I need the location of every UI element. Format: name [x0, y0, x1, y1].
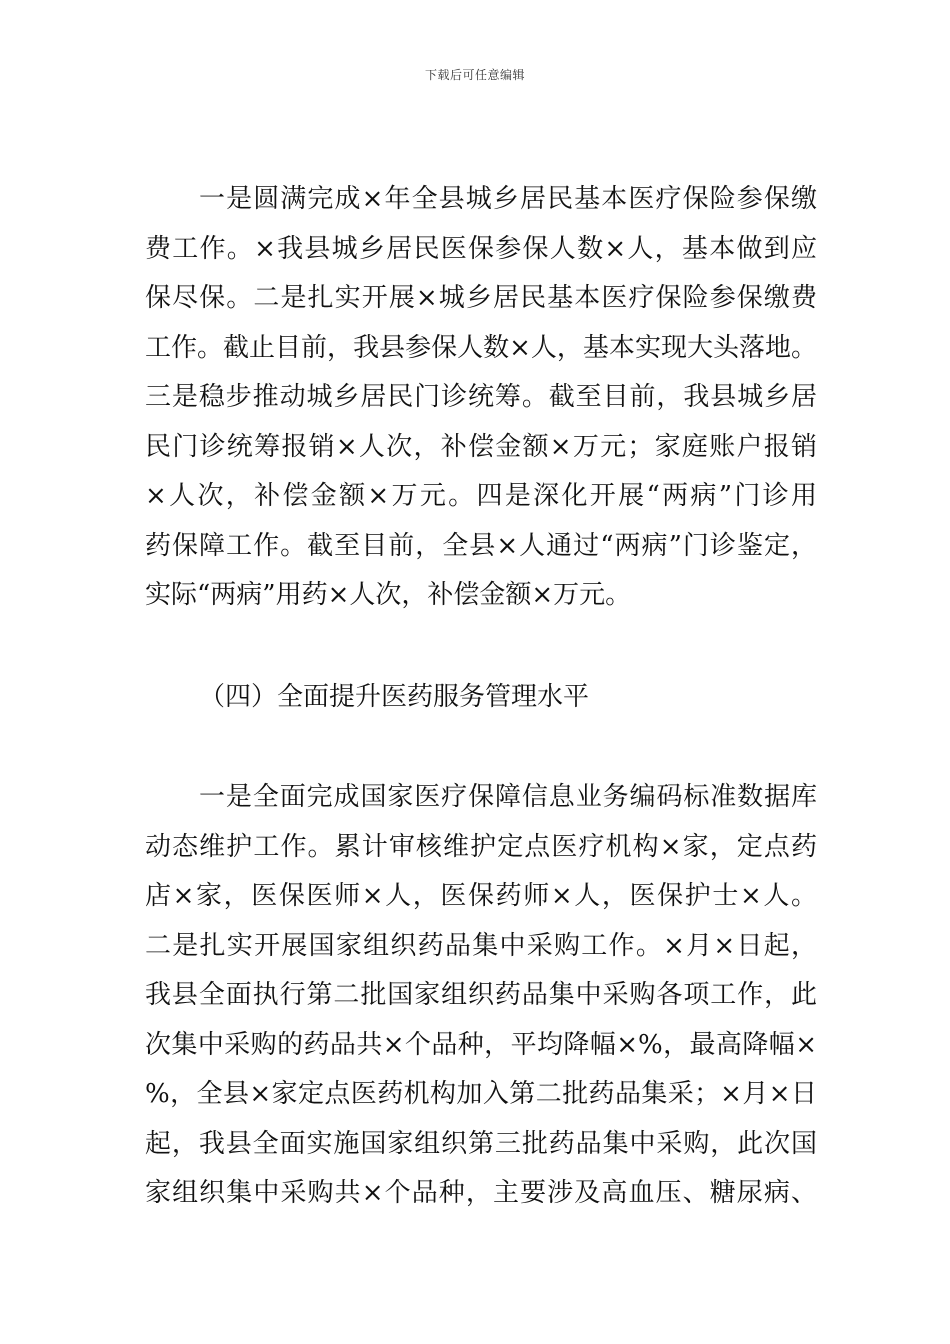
paragraph-2-line: 店×家，医保医师×人，医保药师×人，医保护士×人。	[145, 881, 817, 911]
paragraph-2-line: 二是扎实开展国家组织药品集中采购工作。×月×日起，	[145, 930, 817, 961]
paragraph-1-line: 一是圆满完成×年全县城乡居民基本医疗保险参保缴	[199, 184, 817, 214]
paragraph-1-line: 费工作。×我县城乡居民医保参保人数×人，基本做到应	[145, 233, 817, 264]
paragraph-1-line: 药保障工作。截至目前，全县×人通过“两病”门诊鉴定，	[145, 530, 817, 561]
paragraph-1-line: 保尽保。二是扎实开展×城乡居民基本医疗保险参保缴费	[145, 283, 817, 313]
paragraph-2-line: 动态维护工作。累计审核维护定点医疗机构×家，定点药	[145, 831, 817, 862]
paragraph-2-line: 家组织集中采购共×个品种，主要涉及高血压、糖尿病、	[145, 1178, 817, 1208]
paragraph-1-line: 民门诊统筹报销×人次，补偿金额×万元；家庭账户报销	[145, 431, 817, 462]
paragraph-1	[145, 175, 817, 621]
paragraph-1-line: ×人次，补偿金额×万元。四是深化开展“两病”门诊用	[145, 481, 817, 511]
paragraph-2-line: 次集中采购的药品共×个品种，平均降幅×%，最高降幅×	[145, 1029, 817, 1060]
paragraph-1-line: 工作。截止目前，我县参保人数×人，基本实现大头落地。	[145, 332, 817, 363]
paragraph-2-line: 一是全面完成国家医疗保障信息业务编码标准数据库	[199, 782, 817, 812]
paragraph-2-line: %，全县×家定点医药机构加入第二批药品集采；×月×日	[145, 1079, 817, 1109]
paragraph-2-line: 起，我县全面实施国家组织第三批药品集中采购，此次国	[145, 1128, 817, 1159]
page-header-note: 下载后可任意编辑	[424, 68, 525, 82]
section-heading: （四）全面提升医药服务管理水平	[199, 682, 590, 712]
paragraph-1-line: 三是稳步推动城乡居民门诊统筹。截至目前，我县城乡居	[145, 382, 817, 412]
paragraph-2-line: 我县全面执行第二批国家组织药品集中采购各项工作，此	[145, 980, 817, 1010]
paragraph-1-line: 实际“两病”用药×人次，补偿金额×万元。	[145, 580, 632, 610]
paragraph-2	[145, 773, 817, 1219]
